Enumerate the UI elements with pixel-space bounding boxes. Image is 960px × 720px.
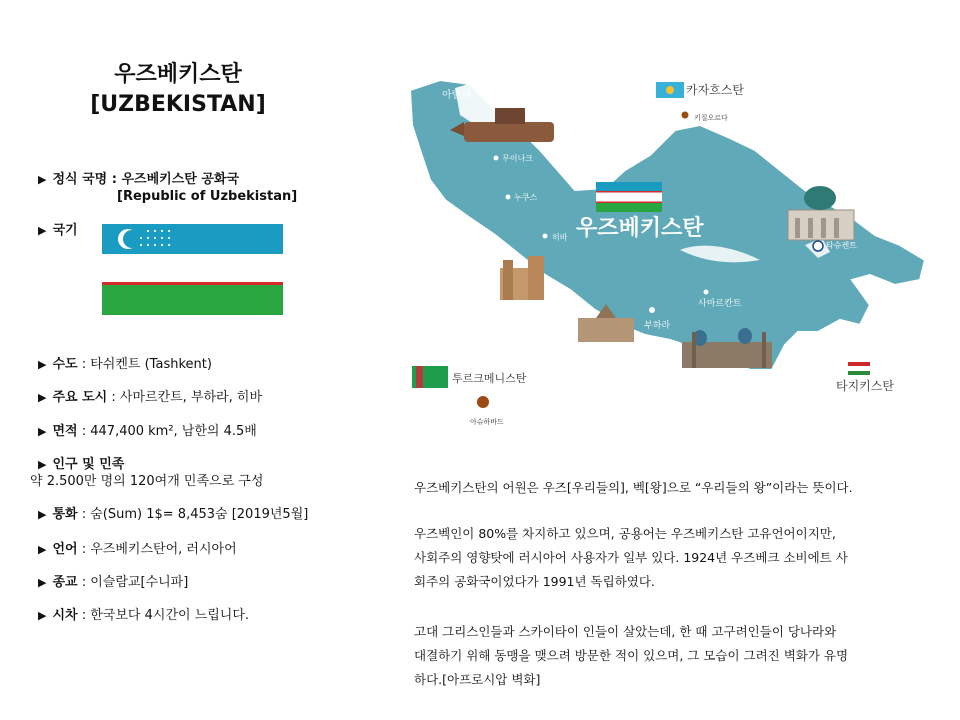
info-religion: ▶ 종교 : 이슬람교[수니파] [38, 575, 189, 590]
info-area: ▶ 면적 : 447,400 km², 남한의 4.5배 [38, 424, 257, 439]
official-name-english: [Republic of Uzbekistan] [117, 189, 298, 204]
info-currency: ▶ 통화 : 숨(Sum) 1$= 8,453숨 [2019년5월] [38, 507, 309, 522]
label-uzbekistan-main: 우즈베키스탄 [576, 216, 704, 241]
major-cities-value: 사마르칸트, 부하라, 히바 [119, 390, 263, 405]
muynak-marker-icon [494, 156, 499, 161]
bullet-triangle-icon: ▶ [38, 576, 47, 589]
population-label: 인구 및 민족 [52, 457, 125, 472]
label-tashkent: 타슈켄트 [826, 241, 857, 250]
kazakhstan-flag-icon [656, 82, 684, 98]
bullet-triangle-icon: ▶ [38, 508, 47, 521]
religion-label: 종교 [52, 575, 78, 590]
info-population [38, 456, 124, 474]
label-kazakhstan: 카자흐스탄 [686, 83, 744, 97]
timezone-value: 한국보다 4시간이 느립니다. [90, 608, 250, 623]
label-tajikistan: 타지키스탄 [836, 379, 894, 393]
map-illustration [400, 70, 940, 430]
label-khiva: 히바 [552, 233, 568, 242]
bullet-triangle-icon: ▶ [38, 609, 47, 622]
flag-label: 국기 [52, 223, 78, 238]
label-ashgabat: 아슈하바드 [470, 418, 504, 426]
bullet-triangle-icon: ▶ [38, 173, 47, 186]
bullet-triangle-icon: ▶ [38, 391, 47, 404]
info-language: ▶ 언어 : 우즈베키스탄어, 러시아어 [38, 542, 237, 557]
info-capital: ▶ 수도 : 타쉬켄트 (Tashkent) [38, 357, 212, 372]
currency-label: 통화 [52, 507, 78, 522]
khiva-building-icon [500, 256, 544, 300]
paragraph-history: 고대 그리스인들과 스카이타이 인들이 살았는데, 한 때 고구려인들이 당나라와 대결하기 위해 동맹을 맺으려 방문한 적이 있으며, 그 모습이 그려진 벽화가 유명 하다.[아프로시압 벽화] [414, 624, 849, 687]
kyzylorda-marker-icon [682, 112, 689, 119]
label-muynak: 무이나크 [502, 154, 533, 163]
nukus-marker-icon [506, 195, 511, 200]
title-korean: 우즈베키스탄 [114, 62, 242, 87]
capital-label: 수도 [52, 357, 78, 372]
area-value: 447,400 km², 남한의 4.5배 [90, 424, 257, 439]
bullet-triangle-icon: ▶ [38, 543, 47, 556]
info-timezone: ▶ 시차 : 한국보다 4시간이 느립니다. [38, 608, 250, 623]
samarkand-marker-icon [704, 290, 709, 295]
capital-value: 타쉬켄트 (Tashkent) [90, 357, 212, 372]
uzbekistan-map [400, 70, 940, 430]
uzbekistan-flag-small-icon [596, 182, 662, 212]
label-bukhara: 부하라 [644, 321, 671, 331]
bullet-triangle-icon: ▶ [38, 458, 47, 471]
label-turkmenistan: 투르크메니스탄 [452, 372, 527, 385]
turkmenistan-flag-icon [412, 366, 448, 388]
bullet-triangle-icon: ▶ [38, 425, 47, 438]
official-name-value: 우즈베키스탄 공화국 [121, 172, 240, 187]
bukhara-marker-icon [649, 307, 655, 313]
info-major-cities: ▶ 주요 도시 : 사마르칸트, 부하라, 히바 [38, 390, 263, 405]
language-label: 언어 [52, 542, 78, 557]
timezone-label: 시차 [52, 608, 78, 623]
info-official-name: ▶ 정식 국명 : 우즈베키스탄 공화국 [38, 172, 240, 187]
label-aral: 아랄해 [442, 90, 471, 101]
khiva-marker-icon [543, 234, 548, 239]
title-english: [UZBEKISTAN] [90, 92, 266, 117]
currency-value: 숨(Sum) 1$= 8,453숨 [2019년5월] [90, 507, 309, 522]
tashkent-capital-marker-icon [813, 241, 823, 251]
label-nukus: 누쿠스 [514, 193, 538, 202]
population-value: 약 2.500만 명의 120여개 민족으로 구성 [30, 474, 264, 489]
label-kyzylorda: 키질오르다 [694, 114, 728, 122]
page-title [40, 60, 316, 120]
uzbekistan-flag [102, 224, 283, 315]
paragraph-etymology: 우즈베키스탄의 어원은 우즈[우리들의], 벡[왕]으로 “우리들의 왕”이라는 뜻이다. [414, 480, 853, 495]
religion-value: 이슬람교[수니파] [90, 575, 189, 590]
ashgabat-marker-icon [477, 396, 489, 408]
bullet-triangle-icon: ▶ [38, 358, 47, 371]
label-samarkand: 사마르칸트 [698, 299, 742, 309]
area-label: 면적 [52, 424, 78, 439]
tajikistan-flag-icon [848, 362, 870, 375]
official-name-label: 정식 국명 [52, 172, 108, 187]
info-flag [38, 222, 78, 240]
major-cities-label: 주요 도시 [52, 390, 108, 405]
bullet-triangle-icon: ▶ [38, 224, 47, 237]
paragraph-demographics: 우즈벡인이 80%를 차지하고 있으며, 공용어는 우즈베키스탄 고유언어이지만, 사회주의 영향탓에 러시아어 사용자가 일부 있다. 1924년 우즈베크 소비에트 사 회주의 공화국이었다가 1991년 독립하였다. [414, 526, 848, 589]
language-value: 우즈베키스탄어, 러시아어 [90, 542, 237, 557]
